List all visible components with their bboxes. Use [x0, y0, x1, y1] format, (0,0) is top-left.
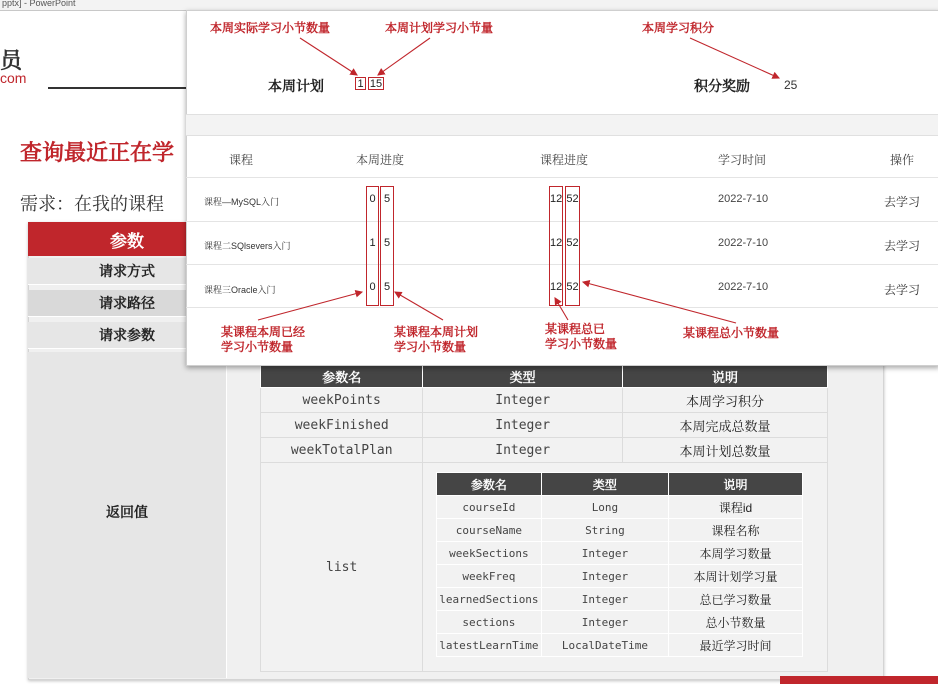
annotation-actual-sections: 本周实际学习小节数量: [210, 21, 331, 35]
annotation-course-total: 某课程总小节数量: [683, 326, 780, 340]
param-type: LocalDateTime: [541, 634, 668, 657]
column-header: 参数名: [261, 365, 423, 388]
learned-value: 12: [550, 193, 563, 205]
column-header: 类型: [423, 365, 623, 388]
param-name: weekSections: [437, 542, 542, 565]
points-label: 积分奖励: [694, 78, 750, 94]
arrow-actual-sections: [300, 38, 357, 75]
row-label-method: 请求方式: [28, 258, 226, 285]
column-header-action: 操作: [890, 153, 915, 167]
parameter-table-header: 参数: [28, 222, 226, 256]
course-name: 课程—MySQL入门: [204, 197, 280, 207]
week-plan-value: 5: [383, 193, 391, 205]
param-desc: 本周完成总数量: [622, 413, 827, 438]
param-desc: 本周计划学习量: [669, 565, 803, 588]
arrow-course-total: [583, 282, 736, 323]
param-name: weekTotalPlan: [261, 438, 423, 463]
param-type: Integer: [541, 611, 668, 634]
param-name: list: [261, 463, 423, 672]
week-plan-value: 5: [383, 281, 391, 293]
annotation-line: 某课程总已: [545, 322, 606, 336]
arrow-plan-sections: [378, 38, 430, 75]
points-value: 25: [784, 78, 798, 92]
row-label-params: 请求参数: [28, 322, 226, 349]
param-desc: 本周计划总数量: [622, 438, 827, 463]
param-desc: 本周学习积分: [622, 388, 827, 413]
column-header: 说明: [669, 473, 803, 496]
annotation-plan-sections: 本周计划学习小节量: [385, 21, 494, 35]
annotation-line: 学习小节数量: [545, 337, 618, 351]
go-study-link[interactable]: 去学习: [884, 195, 921, 209]
week-done-value: 0: [369, 281, 376, 293]
annotation-line: 某课程本周已经: [221, 325, 306, 339]
row-label-path: 请求路径: [28, 290, 226, 317]
param-desc: 课程名称: [669, 519, 803, 542]
param-name: courseName: [437, 519, 542, 542]
week-plan-value: 5: [383, 237, 391, 249]
param-name: sections: [437, 611, 542, 634]
column-header-course: 课程: [229, 153, 254, 167]
param-type: Integer: [541, 565, 668, 588]
column-header: 类型: [541, 473, 668, 496]
logo-domain: com: [0, 70, 27, 86]
param-type: Integer: [423, 438, 623, 463]
param-name: weekFreq: [437, 565, 542, 588]
param-type: Integer: [541, 542, 668, 565]
slide-requirement: 需求：在我的课程: [20, 194, 164, 214]
week-plan-label: 本周计划: [268, 78, 324, 94]
go-study-link[interactable]: 去学习: [884, 239, 921, 253]
total-value: 52: [566, 237, 579, 249]
param-type: Long: [541, 496, 668, 519]
annotation-line: 学习小节数量: [221, 340, 294, 354]
param-name: courseId: [437, 496, 542, 519]
course-name: 课程二SQlsevers入门: [204, 241, 291, 251]
week-done-value: 0: [369, 193, 376, 205]
go-study-link[interactable]: 去学习: [884, 283, 921, 297]
column-header-week-progress: 本周进度: [356, 153, 405, 167]
week-actual-count: 1: [355, 77, 366, 90]
column-header: 说明: [622, 365, 827, 388]
param-desc: 总小节数量: [669, 611, 803, 634]
learned-value: 12: [550, 237, 563, 249]
study-date: 2022-7-10: [718, 193, 769, 205]
total-value: 52: [566, 193, 579, 205]
column-header: 参数名: [437, 473, 542, 496]
param-name: latestLearnTime: [437, 634, 542, 657]
week-plan-count: 15: [369, 78, 383, 90]
week-done-value: 1: [369, 237, 376, 249]
arrow-course-week-plan: [395, 292, 443, 320]
annotation-line: 学习小节数量: [394, 340, 467, 354]
total-value: 52: [566, 281, 579, 293]
param-name: weekFinished: [261, 413, 423, 438]
param-desc: 总已学习数量: [669, 588, 803, 611]
window-title: pptx] - PowerPoint: [2, 0, 76, 8]
param-desc: 课程id: [669, 496, 803, 519]
learned-value: 12: [550, 281, 563, 293]
course-name: 课程三Oracle入门: [204, 285, 276, 295]
param-type: Integer: [541, 588, 668, 611]
param-type: String: [541, 519, 668, 542]
logo-text: 员: [0, 48, 23, 73]
param-name: weekPoints: [261, 388, 423, 413]
column-header-course-progress: 课程进度: [540, 153, 589, 167]
arrow-course-week-done: [258, 292, 362, 320]
param-desc: 最近学习时间: [669, 634, 803, 657]
arrow-course-learned: [555, 298, 568, 320]
annotation-week-points: 本周学习积分: [642, 21, 715, 35]
annotation-line: 某课程本周计划: [394, 325, 479, 339]
arrow-week-points: [690, 38, 779, 78]
column-header-study-time: 学习时间: [718, 153, 767, 167]
param-desc: 本周学习数量: [669, 542, 803, 565]
param-type: Integer: [423, 388, 623, 413]
study-date: 2022-7-10: [718, 281, 769, 293]
study-date: 2022-7-10: [718, 237, 769, 249]
param-name: learnedSections: [437, 588, 542, 611]
param-type: Integer: [423, 413, 623, 438]
row-label-return: 返回值: [106, 504, 148, 520]
slide-title: 查询最近正在学: [20, 140, 175, 165]
